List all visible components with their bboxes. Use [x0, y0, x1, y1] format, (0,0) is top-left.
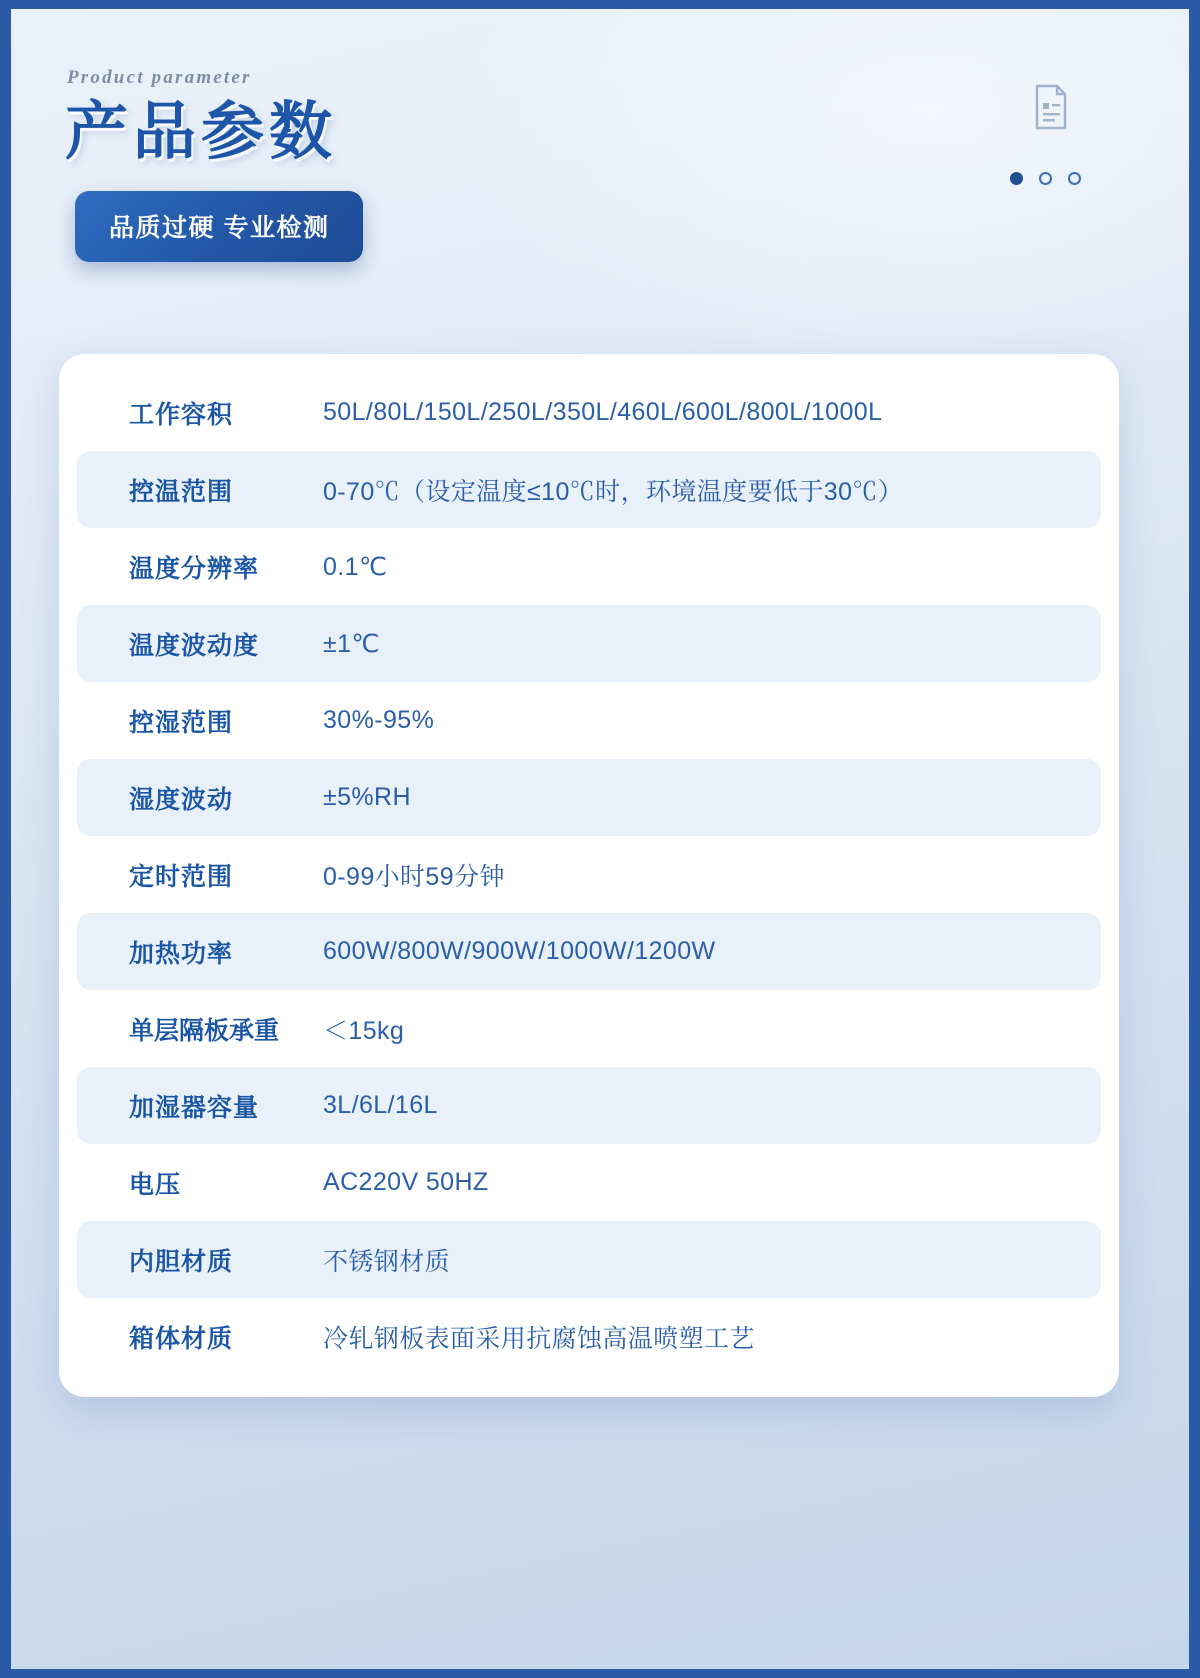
page-header: [11, 9, 1189, 262]
pagination-dot-2[interactable]: [1039, 172, 1052, 185]
param-value: ＜15kg: [323, 1016, 405, 1045]
param-value: 0.1℃: [323, 552, 388, 581]
header-subtitle-badge: 品质过硬 专业检测: [75, 191, 363, 262]
table-row: [77, 913, 1101, 990]
param-value: ±1℃: [323, 629, 380, 658]
table-row: [77, 1144, 1101, 1221]
header-eyebrow: Product parameter: [67, 67, 252, 88]
param-label: 控湿范围: [129, 708, 234, 737]
param-value: 冷轧钢板表面采用抗腐蚀高温喷塑工艺: [323, 1324, 755, 1353]
table-row: [77, 605, 1101, 682]
param-label: 内胆材质: [129, 1247, 234, 1276]
param-label: 加湿器容量: [129, 1093, 260, 1122]
param-label: 湿度波动: [129, 785, 234, 814]
param-value: 600W/800W/900W/1000W/1200W: [323, 937, 716, 965]
table-row: [77, 451, 1101, 528]
pagination-dot-1[interactable]: [1010, 172, 1023, 185]
table-row: [77, 682, 1101, 759]
table-row: [77, 374, 1101, 451]
table-row: [77, 836, 1101, 913]
param-label: 控温范围: [129, 477, 234, 506]
param-label: 工作容积: [129, 400, 234, 429]
param-value: 50L/80L/150L/250L/350L/460L/600L/800L/1000L: [323, 398, 883, 426]
param-value: 0-70℃（设定温度≤10℃时，环境温度要低于30℃）: [323, 477, 904, 506]
param-value: 3L/6L/16L: [323, 1091, 438, 1119]
table-row: [77, 990, 1101, 1067]
param-value: ±5%RH: [323, 783, 411, 811]
param-value: 30%-95%: [323, 706, 435, 734]
document-icon: [1031, 84, 1071, 130]
param-label: 温度波动度: [129, 631, 260, 660]
param-value: 0-99小时59分钟: [323, 862, 505, 891]
table-row: [77, 1298, 1101, 1375]
parameter-table: [59, 354, 1119, 1397]
table-row: [77, 1067, 1101, 1144]
table-row: [77, 528, 1101, 605]
param-label: 定时范围: [129, 862, 234, 891]
param-label: 温度分辨率: [129, 554, 260, 583]
table-row: [77, 759, 1101, 836]
param-label: 电压: [129, 1170, 182, 1199]
page-title: 产品参数: [65, 97, 337, 167]
param-label: 加热功率: [129, 939, 234, 968]
param-value: AC220V 50HZ: [323, 1168, 489, 1196]
pagination-dot-3[interactable]: [1068, 172, 1081, 185]
param-value: 不锈钢材质: [323, 1247, 451, 1276]
pagination-dots[interactable]: [1010, 172, 1081, 185]
param-label: 箱体材质: [129, 1324, 234, 1353]
param-label: 单层隔板承重: [129, 1016, 280, 1045]
page-background: [11, 9, 1189, 1669]
table-row: [77, 1221, 1101, 1298]
